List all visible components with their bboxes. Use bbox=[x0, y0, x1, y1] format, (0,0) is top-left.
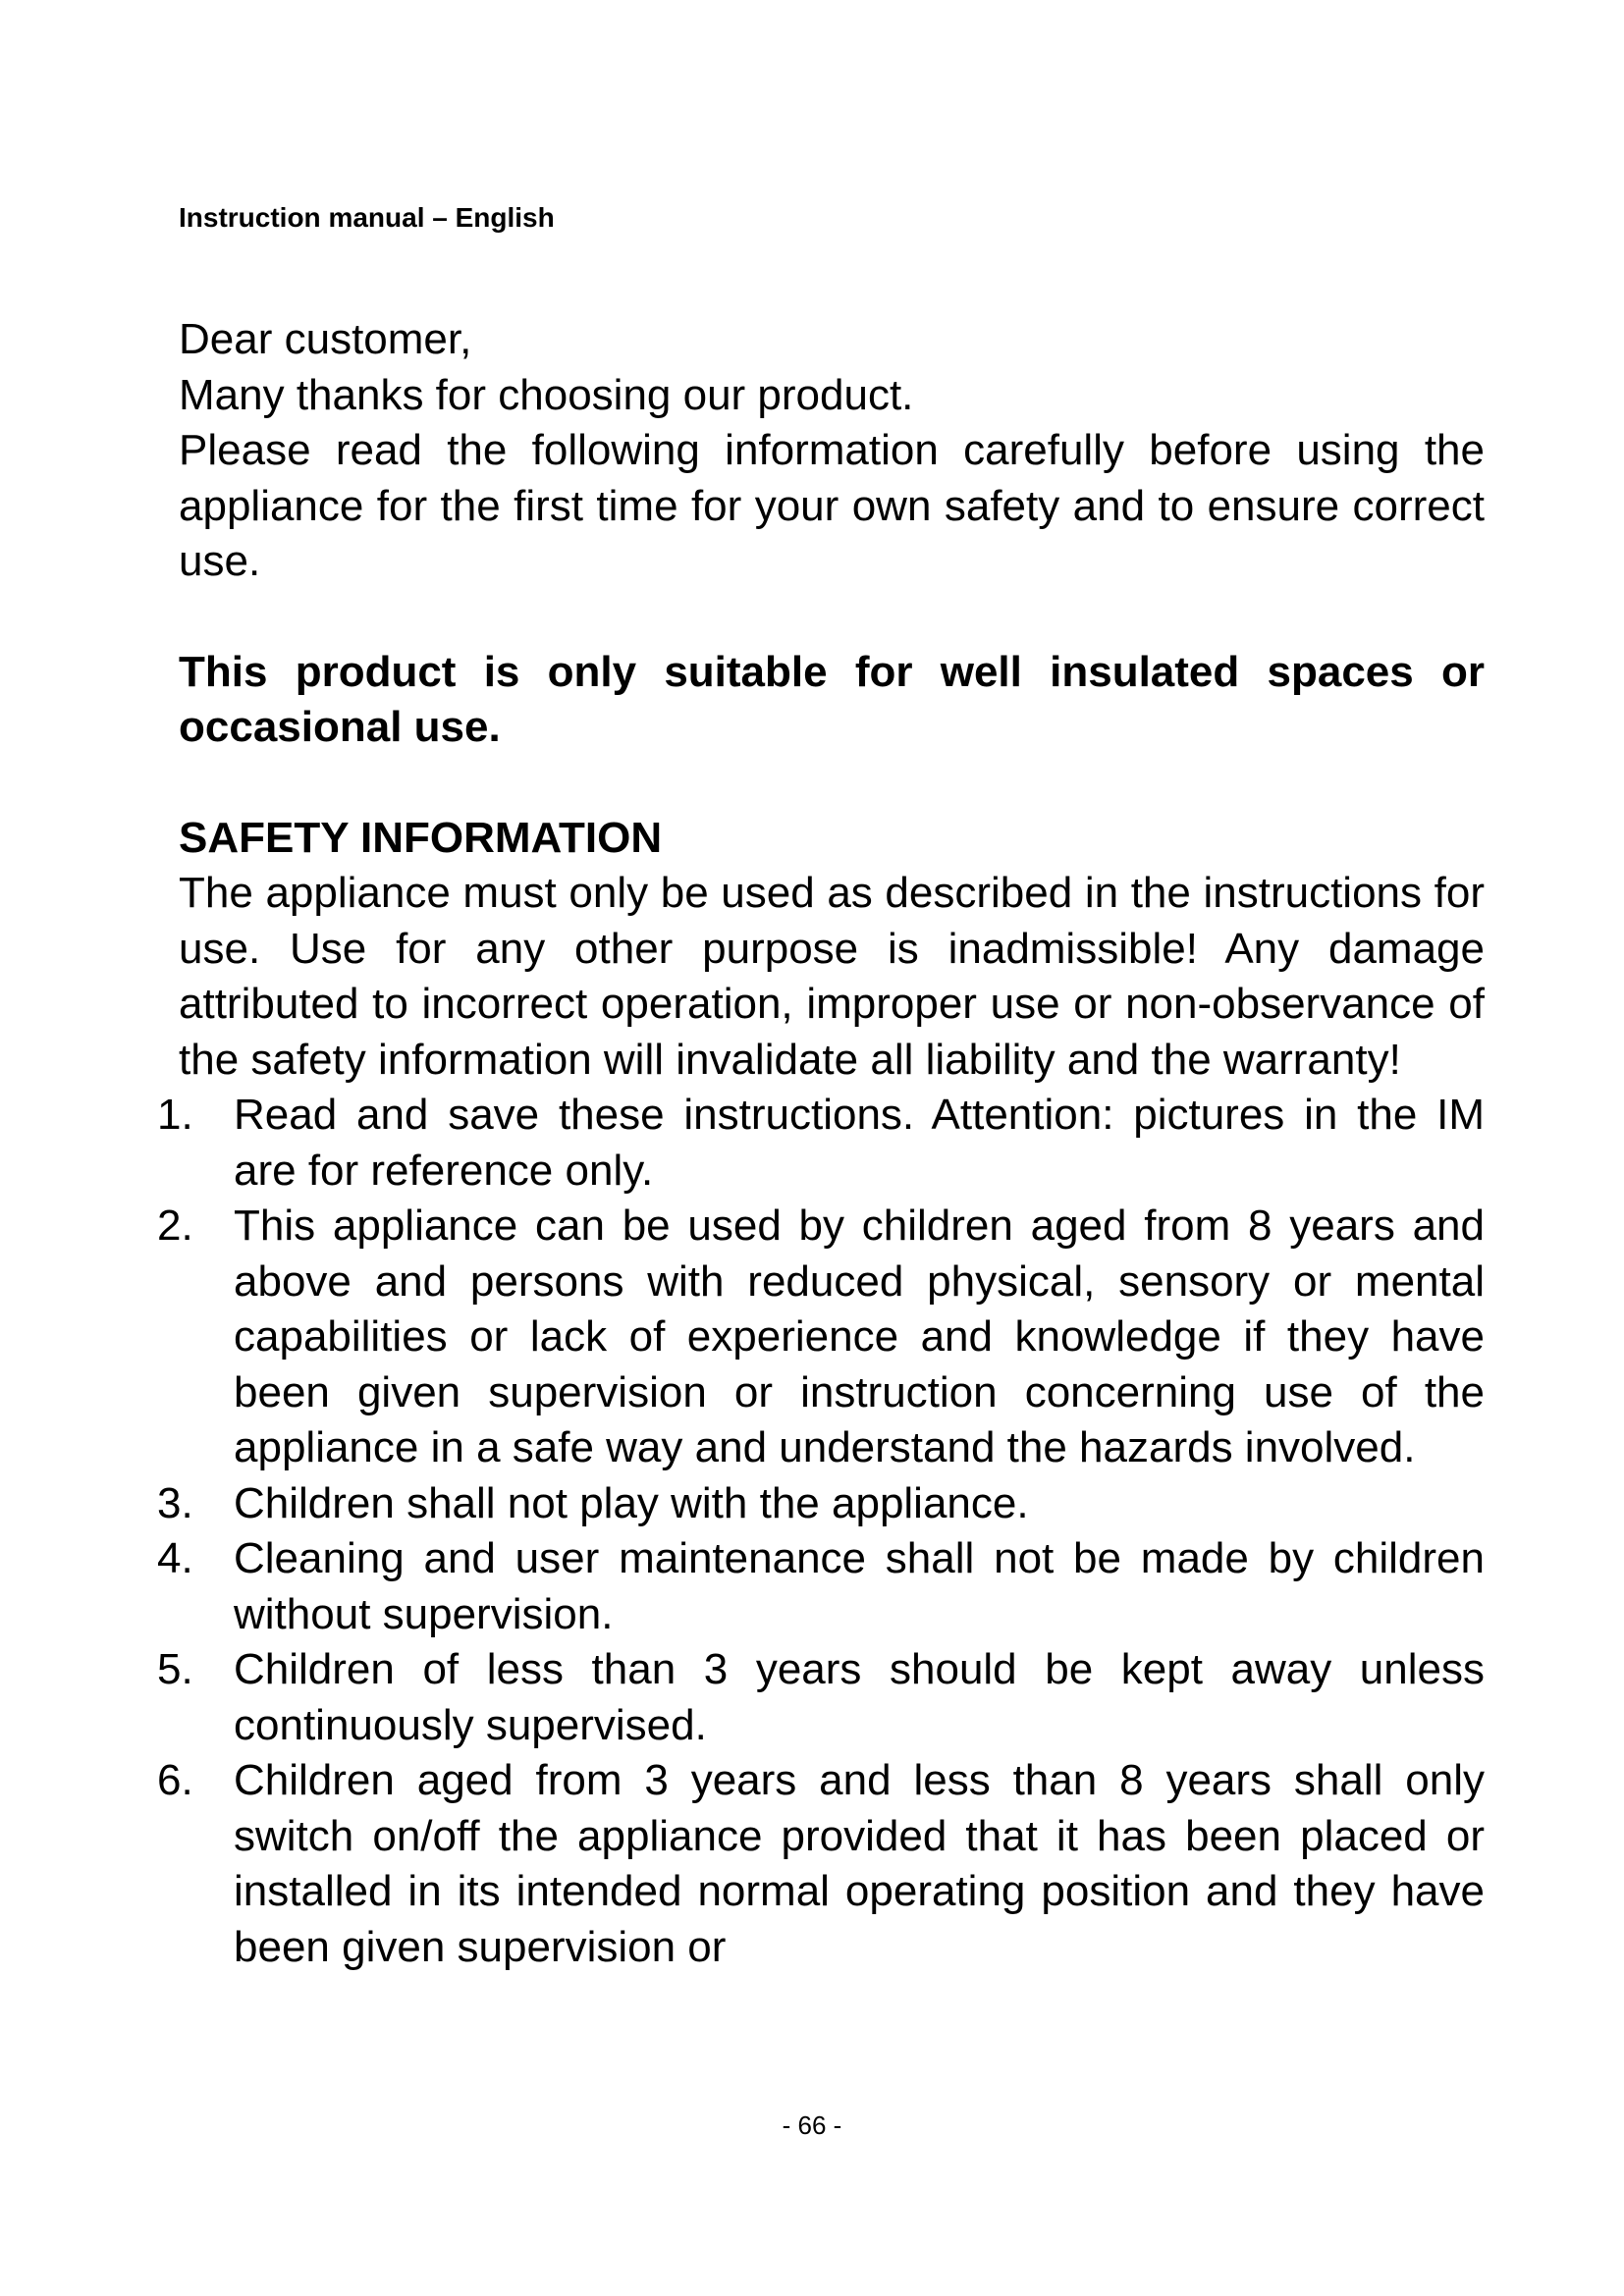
safety-item bbox=[157, 1199, 1485, 1476]
safety-item-text: Children of less than 3 years should be kept away unless continuously supervised. bbox=[234, 1645, 1485, 1749]
thanks-line: Many thanks for choosing our product. bbox=[179, 370, 914, 419]
safety-item-text: Read and save these instructions. Attention: pictures in the IM are for reference only. bbox=[234, 1091, 1485, 1195]
safety-list bbox=[157, 1088, 1485, 1975]
safety-item bbox=[157, 1753, 1485, 1975]
safety-item bbox=[157, 1642, 1485, 1753]
safety-item-text: Cleaning and user maintenance shall not be made by children without supervision. bbox=[234, 1534, 1485, 1638]
safety-item bbox=[157, 1476, 1485, 1532]
section-title-safety: SAFETY INFORMATION bbox=[179, 813, 663, 862]
safety-item-number: 5. bbox=[157, 1645, 193, 1693]
safety-item-number: 2. bbox=[157, 1201, 193, 1250]
page-content bbox=[157, 312, 1485, 1975]
safety-item-number: 4. bbox=[157, 1534, 193, 1582]
safety-intro: The appliance must only be used as described in the instructions for use. Use for any other purpose is inadmissible! Any damage attributed to incorrect operation, improper use or non-observance of the safety information will invalidate all liability and the warranty! bbox=[179, 869, 1485, 1084]
safety-item bbox=[157, 1531, 1485, 1642]
safety-item-number: 1. bbox=[157, 1091, 193, 1139]
read-notice: Please read the following information carefully before using the appliance for the first time for your own safety and to ensure correct use. bbox=[179, 426, 1485, 585]
running-header: Instruction manual – English bbox=[179, 202, 555, 233]
safety-item bbox=[157, 1088, 1485, 1199]
page-number: - 66 - bbox=[782, 2110, 842, 2140]
safety-item-text: This appliance can be used by children aged from 8 years and above and persons with reduced physical, sensory or mental capabilities or lack of experience and knowledge if they have been given supervision or instruction concerning use of the appliance in a safe way and understand the hazards involved. bbox=[234, 1201, 1485, 1471]
greeting: Dear customer, bbox=[179, 315, 472, 363]
safety-item-text: Children shall not play with the appliance. bbox=[234, 1478, 1029, 1527]
safety-item-text: Children aged from 3 years and less than 8 years shall only switch on/off the appliance provided that it has been placed or installed in its intended normal operating position and they have been given supervision or bbox=[234, 1756, 1485, 1971]
safety-item-number: 6. bbox=[157, 1756, 193, 1804]
safety-item-number: 3. bbox=[157, 1478, 193, 1527]
suitability-notice: This product is only suitable for well insulated spaces or occasional use. bbox=[179, 647, 1485, 751]
